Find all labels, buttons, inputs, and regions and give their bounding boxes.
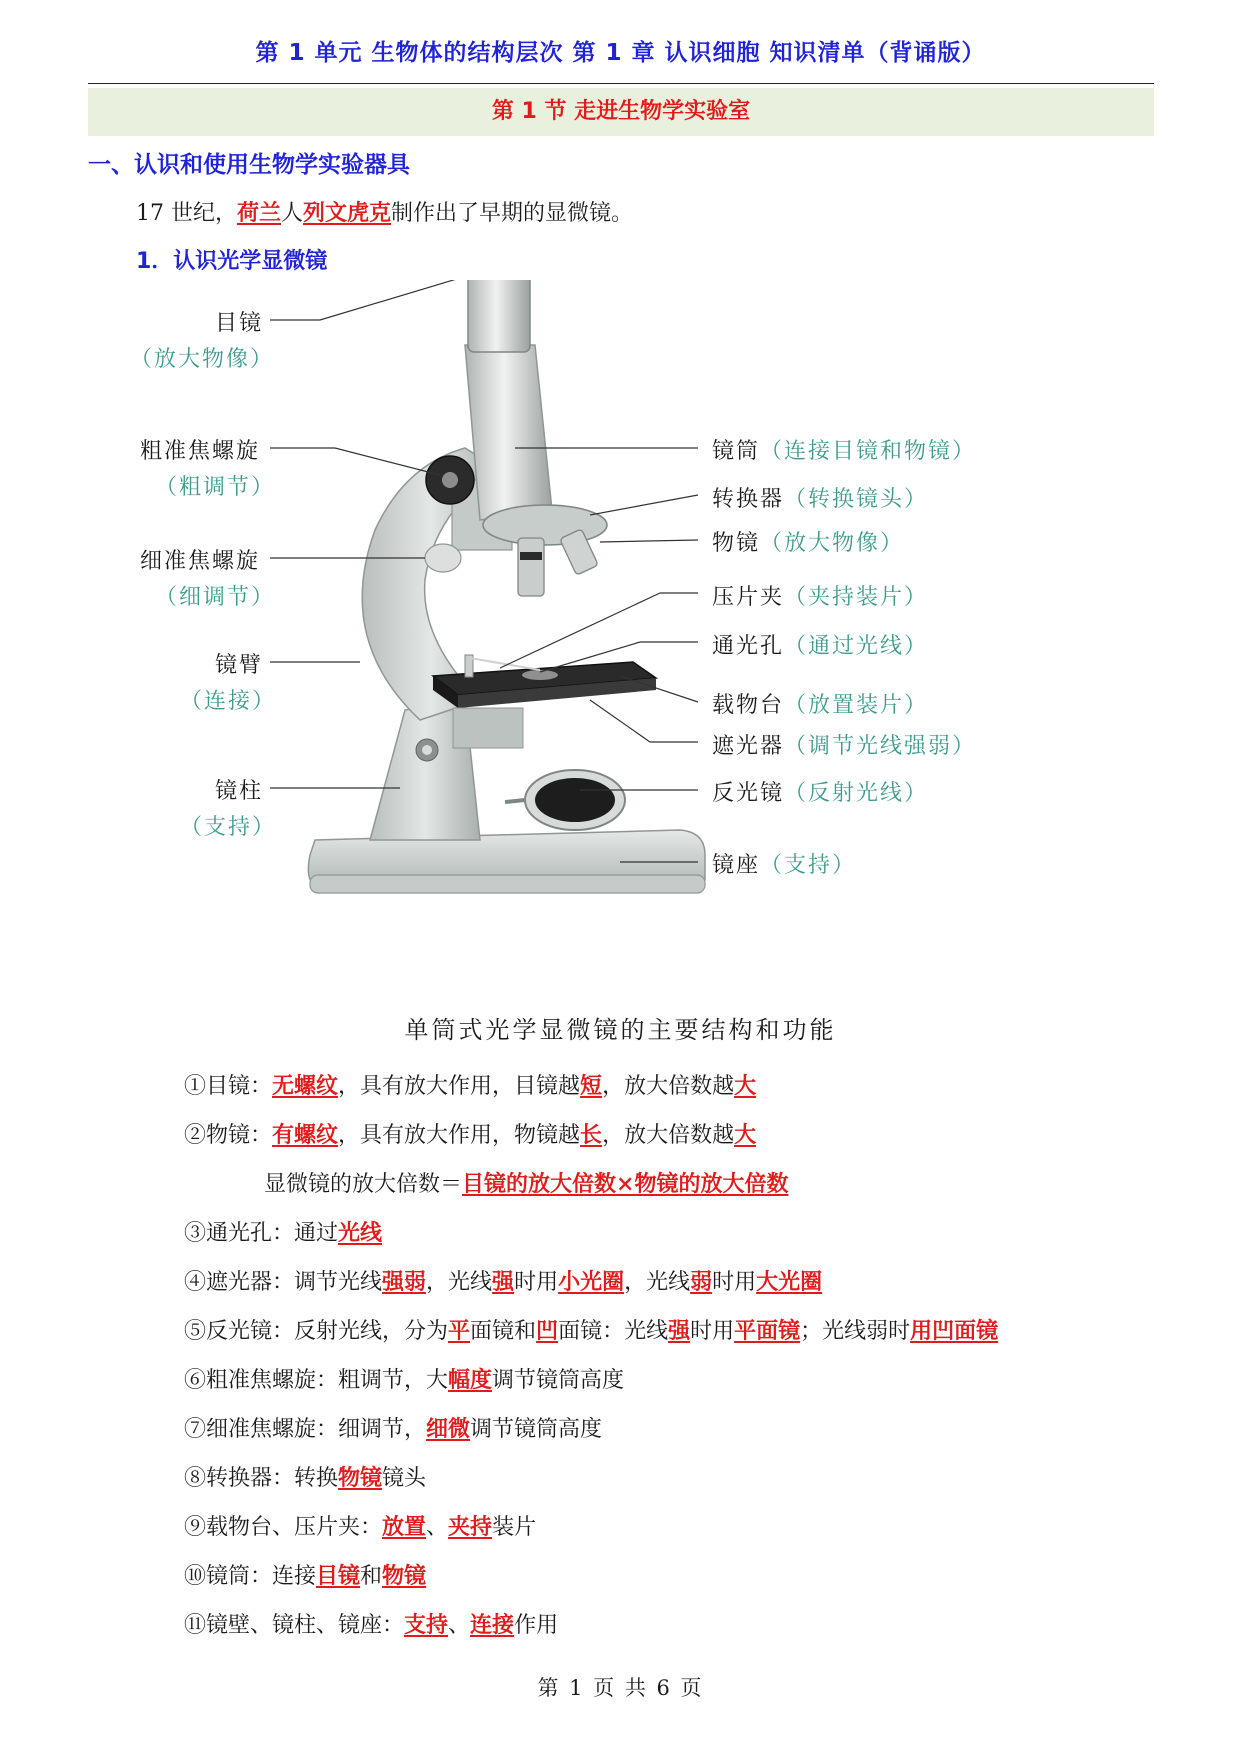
item-text: 、: [426, 1515, 449, 1540]
label-function: （反射光线）: [784, 781, 929, 806]
label-coarse-focus: 粗准焦螺旋: [140, 439, 261, 464]
item-text: 装片: [492, 1515, 537, 1540]
answer-blank: 强弱: [382, 1269, 427, 1295]
list-item: [184, 1503, 1164, 1552]
answer-blank: 夹持: [448, 1514, 493, 1540]
answer-blank: 大光圈: [756, 1269, 823, 1295]
label-arm: 镜臂: [215, 653, 264, 678]
answer-blank: 光线: [338, 1220, 383, 1246]
item-text: ⑨载物台、压片夹：: [184, 1515, 383, 1540]
answer-blank: 放置: [382, 1514, 427, 1540]
page-number: 第 1 页 共 6 页: [537, 1676, 704, 1700]
answer-blank: 长: [580, 1122, 603, 1148]
item-text: ，光线: [426, 1270, 493, 1295]
list-item: [184, 1356, 1164, 1405]
item-text: ，具有放大作用，物镜越: [338, 1123, 581, 1148]
label-name: 镜筒: [712, 439, 761, 464]
document-header: 第 1 单元 生物体的结构层次 第 1 章 认识细胞 知识清单（背诵版）: [255, 40, 986, 66]
item-text: ，光线: [624, 1270, 691, 1295]
label-objective: [712, 526, 904, 557]
label-name: 通光孔: [712, 634, 785, 659]
list-item: [184, 1111, 1164, 1160]
list-item: [184, 1062, 1164, 1111]
item-text: ⑧转换器：转换: [184, 1466, 339, 1491]
section-title: 第 1 节 走进生物学实验室: [88, 88, 1154, 136]
header-divider: [88, 83, 1154, 84]
label-name: 转换器: [712, 487, 785, 512]
list-item: [184, 1209, 1164, 1258]
item-text: ⑥粗准焦螺旋：粗调节，大: [184, 1368, 449, 1393]
answer-blank: 目镜的放大倍数×物镜的放大倍数: [462, 1171, 789, 1197]
label-function: （转换镜头）: [784, 487, 929, 512]
answer-blank: 短: [580, 1073, 603, 1099]
answer-blank: 细微: [426, 1416, 471, 1442]
answer-blank: 强: [668, 1318, 691, 1344]
intro-text: 人: [281, 201, 304, 226]
item-text: ⑤反光镜：反射光线，分为: [184, 1319, 449, 1344]
answer-blank: 平: [448, 1318, 471, 1344]
label-pillar: 镜柱: [215, 779, 264, 804]
answer-blank: 有螺纹: [272, 1122, 339, 1148]
intro-text: 17 世纪，: [136, 201, 237, 226]
item-text: 、: [448, 1613, 471, 1638]
key-points-list: [184, 1062, 1164, 1650]
part-heading: 一、认识和使用生物学实验器具: [88, 152, 410, 178]
label-name: 反光镜: [712, 781, 785, 806]
item-text: 显微镜的放大倍数＝: [264, 1172, 463, 1197]
intro-sentence: [136, 196, 633, 227]
answer-blank: 凹: [536, 1318, 559, 1344]
item-text: 时用: [690, 1319, 735, 1344]
answer-blank: 支持: [404, 1612, 449, 1638]
answer-blank: 幅度: [448, 1367, 493, 1393]
item-text: ⑩镜筒：连接: [184, 1564, 317, 1589]
label-body-tube: [712, 434, 976, 465]
list-item: [184, 1405, 1164, 1454]
label-function: （支持）: [760, 853, 857, 878]
item-text: 时用: [514, 1270, 559, 1295]
label-function: （调节光线强弱）: [784, 734, 977, 759]
label-name: 物镜: [712, 531, 761, 556]
item-text: 和: [360, 1564, 383, 1589]
list-item: [184, 1454, 1164, 1503]
label-stage-clip: [712, 580, 928, 611]
item-text: ⑦细准焦螺旋：细调节，: [184, 1417, 427, 1442]
list-item: [184, 1307, 1164, 1356]
answer-blank: 无螺纹: [272, 1073, 339, 1099]
item-text: 面镜和: [470, 1319, 537, 1344]
label-name: 遮光器: [712, 734, 785, 759]
subheading: 1．认识光学显微镜: [136, 249, 328, 274]
answer-blank: 目镜: [316, 1563, 361, 1589]
list-item: [184, 1160, 1164, 1209]
label-function: （夹持装片）: [784, 585, 929, 610]
item-text: ，放大倍数越: [602, 1123, 735, 1148]
item-text: 镜头: [382, 1466, 427, 1491]
item-text: ；光线弱时: [800, 1319, 911, 1344]
item-text: ，具有放大作用，目镜越: [338, 1074, 581, 1099]
label-eyepiece: 目镜: [215, 311, 264, 336]
intro-text: 制作出了早期的显微镜。: [391, 201, 634, 226]
label-diaphragm: [712, 729, 976, 760]
answer-blank: 大: [734, 1122, 757, 1148]
label-name: 镜座: [712, 853, 761, 878]
item-text: 面镜：光线: [558, 1319, 669, 1344]
item-text: ③通光孔：通过: [184, 1221, 339, 1246]
item-text: ④遮光器：调节光线: [184, 1270, 383, 1295]
function-coarse-focus: （粗调节）: [155, 475, 276, 500]
answer-blank: 物镜: [338, 1465, 383, 1491]
answer-blank: 连接: [470, 1612, 515, 1638]
label-function: （放置装片）: [784, 693, 929, 718]
list-item: [184, 1552, 1164, 1601]
item-text: 时用: [712, 1270, 757, 1295]
item-text: ，放大倍数越: [602, 1074, 735, 1099]
label-fine-focus: 细准焦螺旋: [140, 549, 261, 574]
microscope-diagram: [120, 280, 1120, 1000]
answer-blank: 小光圈: [558, 1269, 625, 1295]
label-aperture: [712, 629, 928, 660]
label-function: （连接目镜和物镜）: [760, 439, 977, 464]
item-text: 调节镜筒高度: [492, 1368, 625, 1393]
microscope-illustration: [120, 280, 1120, 1000]
item-text: ①目镜：: [184, 1074, 273, 1099]
label-nosepiece: [712, 482, 928, 513]
list-item: [184, 1601, 1164, 1650]
item-text: ⑪镜壁、镜柱、镜座：: [184, 1613, 405, 1638]
answer-blank: 荷兰: [237, 200, 282, 226]
label-function: （通过光线）: [784, 634, 929, 659]
item-text: 调节镜筒高度: [470, 1417, 603, 1442]
label-function: （放大物像）: [760, 531, 905, 556]
list-item: [184, 1258, 1164, 1307]
answer-blank: 列文虎克: [303, 200, 392, 226]
answer-blank: 弱: [690, 1269, 713, 1295]
item-text: ②物镜：: [184, 1123, 273, 1148]
function-eyepiece: （放大物像）: [130, 347, 275, 372]
answer-blank: 强: [492, 1269, 515, 1295]
figure-caption: 单筒式光学显微镜的主要结构和功能: [404, 1016, 837, 1044]
item-text: 作用: [514, 1613, 559, 1638]
label-base: [712, 848, 856, 879]
label-mirror: [712, 776, 928, 807]
label-stage: [712, 688, 928, 719]
function-fine-focus: （细调节）: [155, 585, 276, 610]
function-arm: （连接）: [180, 689, 277, 714]
label-name: 压片夹: [712, 585, 785, 610]
answer-blank: 用凹面镜: [910, 1318, 999, 1344]
label-name: 载物台: [712, 693, 785, 718]
answer-blank: 平面镜: [734, 1318, 801, 1344]
answer-blank: 物镜: [382, 1563, 427, 1589]
answer-blank: 大: [734, 1073, 757, 1099]
function-pillar: （支持）: [180, 815, 277, 840]
